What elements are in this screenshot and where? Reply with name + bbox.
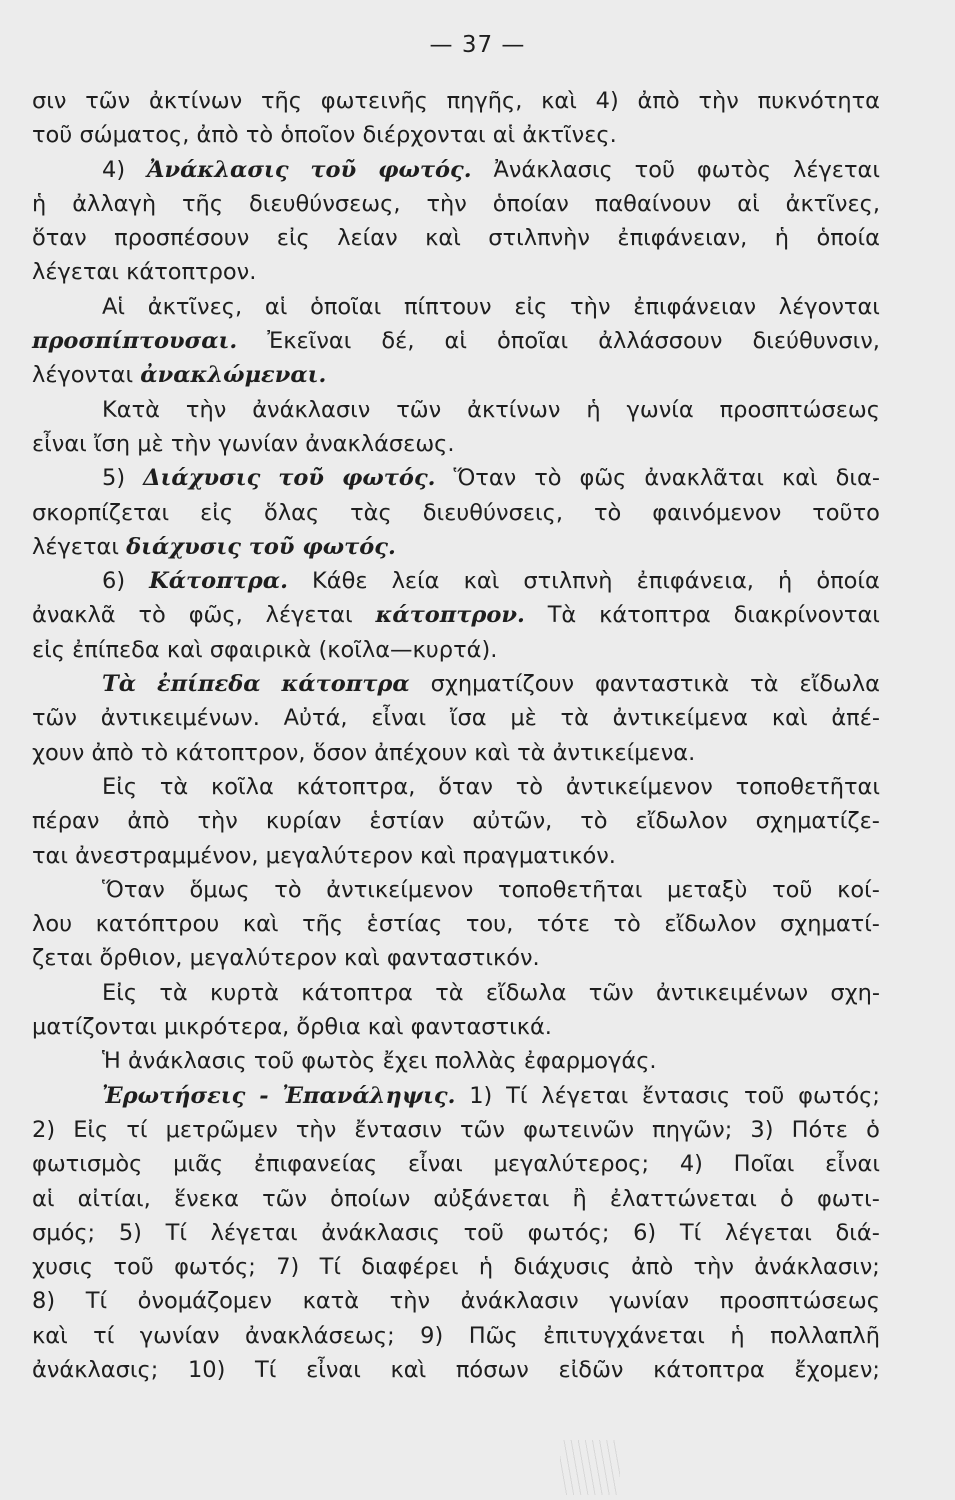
text-line <box>32 770 880 804</box>
word: Κάτοπτρα. <box>149 568 288 595</box>
word: τί <box>126 1116 148 1143</box>
word: ἀνάκλασις; <box>32 1356 159 1383</box>
text-line <box>32 976 880 1010</box>
word: προσπέσουν <box>114 225 250 252</box>
word: μεταξὺ <box>667 876 748 903</box>
text-line <box>32 530 880 564</box>
word: ἡ <box>586 396 601 423</box>
word: ὁποίαν <box>492 190 569 217</box>
word: ἔντασιν <box>354 1116 442 1143</box>
word: διάχυσις <box>513 1254 611 1281</box>
word: ἀντικειμένων <box>655 979 809 1006</box>
line-text: λέγονται <box>32 362 141 389</box>
word: πυκνότητα <box>757 88 880 114</box>
word: τοῦ <box>634 156 675 183</box>
word: 10) <box>187 1356 226 1383</box>
word: κάτοπτρον. <box>375 602 525 629</box>
word: 6) <box>102 568 126 595</box>
word: ἀνακλάσεως; <box>245 1322 395 1349</box>
word: ἴσα <box>449 705 487 732</box>
word: Τὰ <box>102 671 137 698</box>
word: στιλπνὴ <box>523 568 613 595</box>
word: αἱ <box>264 293 288 320</box>
word: γωνίαν <box>139 1322 220 1349</box>
text-line <box>32 633 880 667</box>
text-line <box>32 118 880 152</box>
word: στιλπνὴν <box>488 225 590 252</box>
word: ἡ <box>32 190 47 217</box>
line-text: χουν ἀπὸ τὸ κάτοπτρον, ὅσον ἀπέχουν καὶ τὰ ἀντικείμενα. <box>32 739 696 766</box>
word: ἀντικείμενον <box>326 876 474 903</box>
word: φωτι- <box>816 1185 880 1212</box>
text-body <box>32 84 880 1387</box>
text-line <box>32 1250 880 1284</box>
word: 8) <box>32 1288 56 1315</box>
word: Τί <box>679 1219 702 1246</box>
text-line <box>32 461 880 495</box>
word: Κάθε <box>312 568 368 595</box>
word: τὴν <box>197 808 238 835</box>
word: εἰς <box>276 225 310 252</box>
word: τῶν <box>32 705 77 732</box>
word: ἀπὸ <box>127 808 170 835</box>
word: ὁ <box>866 1116 880 1143</box>
text-line <box>32 1319 880 1353</box>
text-line <box>32 187 880 221</box>
word: φωτός; <box>174 1254 256 1281</box>
word: ἔντασις <box>642 1082 731 1109</box>
word: λέγεται <box>724 1219 812 1246</box>
word: Αἱ <box>102 293 126 320</box>
text-line <box>32 564 880 598</box>
line-text: λέγεται <box>32 533 127 560</box>
word: εἰς <box>200 499 234 526</box>
text-line <box>32 1284 880 1318</box>
text-line <box>32 255 880 289</box>
word: πέραν <box>32 808 100 835</box>
word: τὴν <box>698 88 739 114</box>
word: εἶναι <box>371 705 427 732</box>
word: φωτεινῶν <box>523 1116 635 1143</box>
word: προσπτώσεως <box>719 396 880 423</box>
word: τῆς <box>302 911 344 938</box>
word: ἡ <box>730 1322 745 1349</box>
word: τῶν <box>460 1116 505 1143</box>
text-line <box>32 358 880 392</box>
word: τῶν <box>588 979 634 1006</box>
word: κοί- <box>837 876 880 903</box>
word: σμός; <box>32 1219 96 1246</box>
word: εἴδωλον <box>635 808 728 835</box>
word: εἰς <box>514 293 548 320</box>
word: εἶναι <box>825 1151 880 1178</box>
word: τὰ <box>435 979 464 1006</box>
text-line <box>32 221 880 255</box>
word: ἐπιφάνειαν, <box>617 225 748 252</box>
word: γωνίαν <box>609 1288 690 1315</box>
word: πηγῆς, <box>446 88 523 114</box>
word: ὁποῖαι <box>310 293 382 320</box>
word: τοῦ <box>113 1254 154 1281</box>
word: καὶ <box>541 88 577 114</box>
word: λέγεται <box>210 1219 298 1246</box>
page-number: — 37 — <box>429 32 526 58</box>
word: Ἐρωτήσεις <box>102 1082 246 1109</box>
word: ἀντικείμενον <box>565 773 713 800</box>
text-line <box>32 393 880 427</box>
word: φανταστικὰ <box>595 671 730 698</box>
word: 3) <box>750 1116 774 1143</box>
word: τὴν <box>693 1254 734 1281</box>
word: κάτοπτρα, <box>296 773 416 800</box>
word: Τί <box>165 1219 187 1246</box>
line-text: τοῦ σώματος, ἀπὸ τὸ ὁποῖον διέρχονται αἱ ἀκτῖνες. <box>32 122 617 149</box>
word: Εἰς <box>102 979 138 1006</box>
text-line <box>32 667 880 701</box>
line-text: εἰς ἐπίπεδα καὶ σφαιρικὰ (κοῖλα—κυρτά). <box>32 636 498 663</box>
word: ἐλαττώνεται <box>609 1185 757 1212</box>
word: τοῦτο <box>812 499 880 526</box>
word: λέγεται <box>265 602 353 629</box>
word: φωτισμὸς <box>32 1151 143 1178</box>
word: Ποῖαι <box>733 1151 795 1178</box>
word: ἡ <box>774 225 790 252</box>
word: αἱ <box>444 328 467 355</box>
word: ἀλλάσσουν <box>598 328 723 355</box>
text-line <box>32 427 880 461</box>
text-line <box>32 941 880 975</box>
word: τῶν <box>262 1185 308 1212</box>
word: Τί <box>319 1254 341 1281</box>
word: 1) <box>469 1082 493 1109</box>
word: Τὰ <box>547 602 577 629</box>
word: σκορπίζεται <box>32 499 170 526</box>
word: ἕνεκα <box>173 1185 239 1212</box>
word: αἰτίαι, <box>77 1185 151 1212</box>
word: καὶ <box>390 1356 427 1383</box>
word: τότε <box>536 911 590 938</box>
word: ἀκτῖνες, <box>147 293 243 320</box>
word: τὴν <box>389 1288 431 1315</box>
paper-scratch-mark <box>560 1440 620 1495</box>
word: φωτὸς <box>696 156 772 183</box>
word: καὶ <box>771 705 808 732</box>
word: τοῦ <box>278 465 325 492</box>
word: ἐπιφανείας <box>253 1151 378 1178</box>
word: αὐτῶν, <box>472 808 553 835</box>
word: εἶναι <box>408 1151 463 1178</box>
word: Αὐτά, <box>283 705 348 732</box>
word: δέ, <box>381 328 415 355</box>
word: ἀντικείμενα <box>612 705 749 732</box>
word: ὅταν <box>32 225 87 252</box>
text-line <box>32 1079 880 1113</box>
word: τὰς <box>350 499 392 526</box>
word: ἀνάκλασιν <box>252 396 371 423</box>
word: ὁποῖαι <box>497 328 569 355</box>
word: κάτοπτρα <box>653 1356 765 1383</box>
word: κατόπτρου <box>95 911 220 938</box>
word: 4) <box>102 156 126 183</box>
word: τὰ <box>750 671 779 698</box>
word: Ἀνάκλασις <box>493 156 613 183</box>
word: Τί <box>85 1288 108 1315</box>
word: ἀνάκλασιν <box>460 1288 579 1315</box>
word: λεία <box>391 568 440 595</box>
word: τῶν <box>85 88 131 114</box>
word: δια- <box>835 465 880 492</box>
word: Πότε <box>791 1116 848 1143</box>
word: φῶς <box>579 465 627 492</box>
word: κυρτὰ <box>210 979 279 1006</box>
word: ὀνομάζομεν <box>137 1288 272 1315</box>
word: αἱ <box>32 1185 55 1212</box>
word: ἡ <box>778 568 793 595</box>
word: ἐπιφάνεια, <box>636 568 754 595</box>
word: Ὅταν <box>102 876 165 903</box>
word: μὲ <box>510 705 537 732</box>
word: φωτός; <box>798 1082 880 1109</box>
word: μετρῶμεν <box>165 1116 278 1143</box>
word: φωτός. <box>342 465 436 492</box>
word: 5) <box>118 1219 142 1246</box>
word: παθαίνουν <box>594 190 712 217</box>
word: ἐπίπεδα <box>157 671 261 698</box>
word: 4) <box>595 88 619 114</box>
word: ἀπὸ <box>637 88 680 114</box>
word: τὴν <box>295 1116 337 1143</box>
text-line <box>32 1113 880 1147</box>
word: τὰ <box>560 705 589 732</box>
word: τὸ <box>138 602 166 629</box>
word: τοποθετῆται <box>735 773 880 800</box>
word: τὴν <box>426 190 467 217</box>
word: διά- <box>835 1219 880 1246</box>
word: τὸ <box>613 911 641 938</box>
word: προσπτώσεως <box>719 1288 880 1315</box>
word: Τί <box>506 1082 528 1109</box>
word: ἀκτίνων <box>467 396 561 423</box>
word: τὴν <box>185 396 227 423</box>
word: προσπίπτουσαι. <box>32 328 238 355</box>
word: - <box>259 1082 269 1109</box>
word: Πῶς <box>468 1322 518 1349</box>
word: εἶναι <box>306 1356 361 1383</box>
word: καὶ <box>242 911 279 938</box>
text-line <box>32 324 880 358</box>
word: τὸ <box>274 876 302 903</box>
word: ὁποία <box>816 568 880 595</box>
word: καὶ <box>32 1322 68 1349</box>
word: κυρίαν <box>265 808 342 835</box>
word: ὅμως <box>189 876 250 903</box>
word: ἀνάκλασις <box>321 1219 440 1246</box>
word: ἀνακλᾶ <box>32 602 116 629</box>
word: ἑστίαν <box>369 808 445 835</box>
word: ὅταν <box>438 773 493 800</box>
word: Ὅταν <box>453 465 517 492</box>
word: κάτοπτρα <box>599 602 711 629</box>
line-text: Ἡ ἀνάκλασις τοῦ φωτὸς ἔχει πολλὰς ἐφαρμογάς. <box>102 1048 657 1075</box>
word: του, <box>465 911 514 938</box>
word: τὸ <box>580 808 608 835</box>
text-line <box>32 153 880 187</box>
word: εἰδῶν <box>558 1356 624 1383</box>
word: ἀντικειμένων. <box>100 705 260 732</box>
word: πόσων <box>455 1356 529 1383</box>
word: Ἀνάκλασις <box>147 156 289 183</box>
word: 6) <box>633 1219 657 1246</box>
word: ὁ <box>780 1185 794 1212</box>
word: σχηματίζε- <box>755 808 880 835</box>
word: ἐπιφάνειαν <box>633 293 757 320</box>
word: λέγονται <box>778 293 880 320</box>
word: τοῦ <box>772 876 813 903</box>
text-line <box>32 1353 880 1387</box>
word: ἑστίας <box>366 911 443 938</box>
word: ὁποία <box>816 225 880 252</box>
word: διεύθυνσιν, <box>752 328 880 355</box>
word: τί <box>93 1322 115 1349</box>
word: τοῦ <box>744 1082 785 1109</box>
word: ὅλας <box>264 499 320 526</box>
word: ἔχομεν; <box>794 1356 880 1383</box>
word: τῶν <box>396 396 442 423</box>
word: τὸ <box>515 773 544 800</box>
word: κάτοπτρα <box>301 979 413 1006</box>
word: πολλαπλῆ <box>770 1322 880 1349</box>
word: κάτοπτρα <box>281 671 410 698</box>
word: κατὰ <box>302 1288 360 1315</box>
text-line <box>32 701 880 735</box>
line-text: εἶναι ἴση μὲ τὴν γωνίαν ἀνακλάσεως. <box>32 430 455 457</box>
word: ἀνακλᾶται <box>644 465 764 492</box>
text-line <box>32 1216 880 1250</box>
word: γωνία <box>626 396 694 423</box>
word: τοῦ <box>310 156 357 183</box>
word: 5) <box>102 465 126 492</box>
word: τὰ <box>159 773 189 800</box>
text-line <box>32 496 880 530</box>
word: τὴν <box>570 293 611 320</box>
word: φωτός; <box>527 1219 610 1246</box>
word: ἀπὸ <box>631 1254 674 1281</box>
word: καὶ <box>425 225 461 252</box>
text-line <box>32 84 880 118</box>
word: φαινόμενον <box>652 499 782 526</box>
word: φωτός. <box>378 156 472 183</box>
text-line <box>32 804 880 838</box>
word: πηγῶν; <box>652 1116 733 1143</box>
word: ἀκτῖνες, <box>785 190 880 217</box>
line-text: ματίζονται μικρότερα, ὄρθια καὶ φανταστικά. <box>32 1014 552 1041</box>
word: εἴδωλα <box>485 979 567 1006</box>
emphasized-term: ἀνακλώμεναι. <box>140 362 327 389</box>
word: σχη- <box>830 979 880 1006</box>
word: τοῦ <box>463 1219 504 1246</box>
text-line <box>32 1147 880 1181</box>
word: εἴδωλον <box>664 911 757 938</box>
word: Διάχυσις <box>143 465 261 492</box>
word: κοῖλα <box>211 773 274 800</box>
word: Εἰς <box>73 1116 109 1143</box>
text-line <box>32 907 880 941</box>
word: καὶ <box>781 465 818 492</box>
word: διαφέρει <box>361 1254 459 1281</box>
word: σχηματί- <box>779 911 880 938</box>
line-text: ται ἀνεστραμμένον, μεγαλύτερον καὶ πραγματικόν. <box>32 842 616 869</box>
word: μιᾶς <box>173 1151 224 1178</box>
text-line <box>32 1044 880 1078</box>
word: ἀνάκλασιν; <box>754 1254 880 1281</box>
text-line <box>32 1010 880 1044</box>
word: λέγεται <box>541 1082 629 1109</box>
word: Τί <box>255 1356 277 1383</box>
word: εἴδωλα <box>799 671 880 698</box>
text-line <box>32 290 880 324</box>
word: χυσις <box>32 1254 94 1281</box>
word: σιν <box>32 88 67 114</box>
line-text: ζεται ὄρθιον, μεγαλύτερον καὶ φανταστικόν. <box>32 945 540 972</box>
word: ὁποίων <box>330 1185 411 1212</box>
word: Ἐπανάληψις. <box>282 1082 456 1109</box>
word: τῆς <box>182 190 224 217</box>
word: λείαν <box>337 225 398 252</box>
word: λου <box>32 911 73 938</box>
word: φωτεινῆς <box>320 88 428 114</box>
word: ἀκτίνων <box>148 88 243 114</box>
word: αἱ <box>737 190 760 217</box>
text-line <box>32 598 880 632</box>
word: Εἰς <box>102 773 138 800</box>
word: πίπτουν <box>404 293 492 320</box>
text-line <box>32 736 880 770</box>
text-line <box>32 1182 880 1216</box>
word: ἀλλαγὴ <box>72 190 157 217</box>
line-text: λέγεται κάτοπτρον. <box>32 259 257 286</box>
word: ἀπέ- <box>831 705 880 732</box>
word: 4) <box>679 1151 703 1178</box>
word: 7) <box>276 1254 300 1281</box>
word: τὸ <box>593 499 622 526</box>
word: καὶ <box>463 568 500 595</box>
word: μεγαλύτερος; <box>493 1151 650 1178</box>
word: ἡ <box>478 1254 494 1281</box>
word: τὰ <box>159 979 188 1006</box>
word: Κατὰ <box>102 396 160 423</box>
word: λέγεται <box>793 156 880 183</box>
word: 9) <box>420 1322 444 1349</box>
text-line <box>32 873 880 907</box>
word: τὸ <box>534 465 562 492</box>
word: διευθύνσεως, <box>248 190 401 217</box>
emphasized-term: διάχυσις τοῦ φωτός. <box>126 533 396 560</box>
word: τοποθετῆται <box>497 876 643 903</box>
word: διευθύνσεις, <box>422 499 564 526</box>
word: σχηματίζουν <box>430 671 575 698</box>
word: αὐξάνεται <box>433 1185 550 1212</box>
word: τῆς <box>261 88 303 114</box>
word: ἢ <box>572 1185 587 1212</box>
word: φῶς, <box>188 602 243 629</box>
word: ἐπιτυγχάνεται <box>543 1322 705 1349</box>
word: Ἐκεῖναι <box>267 328 352 355</box>
word: 2) <box>32 1116 56 1143</box>
text-line <box>32 839 880 873</box>
word: διακρίνονται <box>733 602 880 629</box>
